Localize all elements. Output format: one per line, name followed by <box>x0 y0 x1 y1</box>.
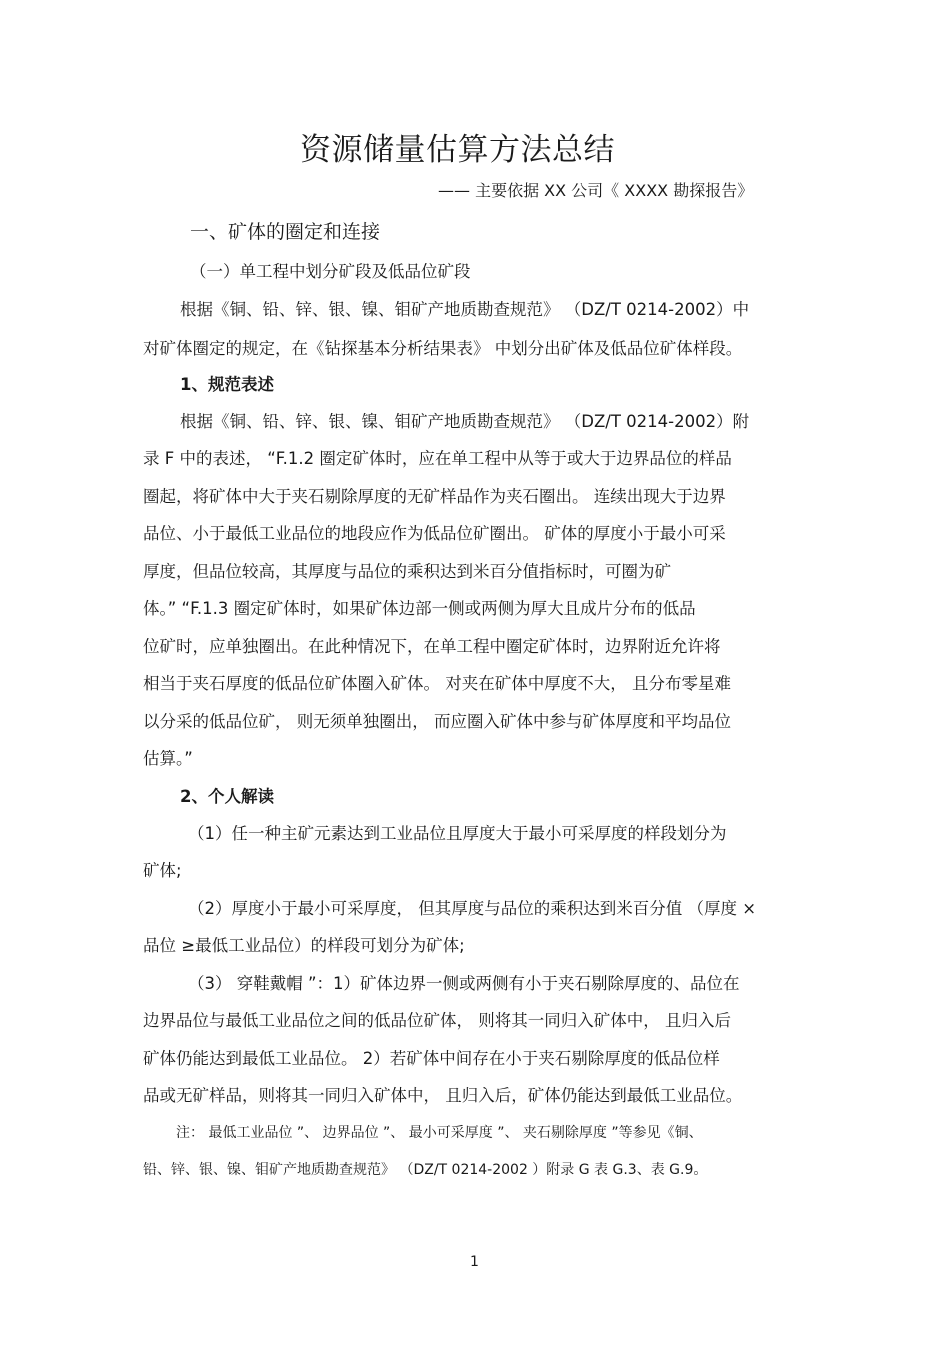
item-heading: 1、规范表述 <box>180 375 274 394</box>
paragraph-line: 估算。” <box>143 749 193 768</box>
paragraph-line: （2）厚度小于最小可采厚度， 但其厚度与品位的乘积达到米百分值 （厚度 × <box>188 899 757 918</box>
paragraph-line: 矿体; <box>143 861 182 880</box>
paragraph-line: （1）任一种主矿元素达到工业品位且厚度大于最小可采厚度的样段划分为 <box>188 824 727 843</box>
footnote-line: 铅、锌、银、镍、钼矿产地质勘查规范》 （DZ/T 0214-2002 ）附录 G 表 G.3、表 G.9。 <box>143 1162 708 1178</box>
document-title: 资源储量估算方法总结 <box>300 132 615 168</box>
subsection-heading: （一）单工程中划分矿段及低品位矿段 <box>190 262 471 281</box>
document-subtitle: —— 主要依据 XX 公司《 XXXX 勘探报告》 <box>438 181 754 200</box>
paragraph-line: 品位、小于最低工业品位的地段应作为低品位矿圈出。 矿体的厚度小于最小可采 <box>143 524 726 543</box>
footnote-line: 注： 最低工业品位 ”、 边界品位 ”、 最小可采厚度 ”、 夹石剔除厚度 ”等参见《铜、 <box>176 1125 703 1141</box>
paragraph-line: 品或无矿样品，则将其一同归入矿体中， 且归入后，矿体仍能达到最低工业品位。 <box>143 1086 743 1105</box>
paragraph-line: 厚度，但品位较高，其厚度与品位的乘积达到米百分值指标时，可圈为矿 <box>143 562 671 581</box>
paragraph-line: 品位 ≥最低工业品位）的样段可划分为矿体; <box>143 936 465 955</box>
paragraph-line: 根据《铜、铅、锌、银、镍、钼矿产地质勘查规范》 （DZ/T 0214-2002）中 <box>180 300 750 319</box>
paragraph-line: 位矿时，应单独圈出。在此种情况下，在单工程中圈定矿体时，边界附近允许将 <box>143 637 721 656</box>
paragraph-line: 以分采的低品位矿， 则无须单独圈出， 而应圈入矿体中参与矿体厚度和平均品位 <box>143 712 731 731</box>
section-heading: 一、矿体的圈定和连接 <box>190 221 381 243</box>
paragraph-line: 矿体仍能达到最低工业品位。 2）若矿体中间存在小于夹石剔除厚度的低品位样 <box>143 1049 720 1068</box>
paragraph-line: （3） 穿鞋戴帽 ”：1）矿体边界一侧或两侧有小于夹石剔除厚度的、品位在 <box>188 974 740 993</box>
paragraph-line: 边界品位与最低工业品位之间的低品位矿体， 则将其一同归入矿体中， 且归入后 <box>143 1011 731 1030</box>
paragraph-line: 对矿体圈定的规定，在《钻探基本分析结果表》 中划分出矿体及低品位矿体样段。 <box>143 339 743 358</box>
paragraph-line: 圈起，将矿体中大于夹石剔除厚度的无矿样品作为夹石圈出。 连续出现大于边界 <box>143 487 726 506</box>
paragraph-line: 相当于夹石厚度的低品位矿体圈入矿体。 对夹在矿体中厚度不大， 且分布零星难 <box>143 674 731 693</box>
paragraph-line: 根据《铜、铅、锌、银、镍、钼矿产地质勘查规范》 （DZ/T 0214-2002）附 <box>180 412 750 431</box>
page-number: 1 <box>470 1254 479 1270</box>
paragraph-line: 录 F 中的表述， “F.1.2 圈定矿体时，应在单工程中从等于或大于边界品位的样品 <box>143 449 732 468</box>
paragraph-line: 体。” “F.1.3 圈定矿体时，如果矿体边部一侧或两侧为厚大且成片分布的低品 <box>143 599 696 618</box>
item-heading: 2、个人解读 <box>180 787 274 806</box>
